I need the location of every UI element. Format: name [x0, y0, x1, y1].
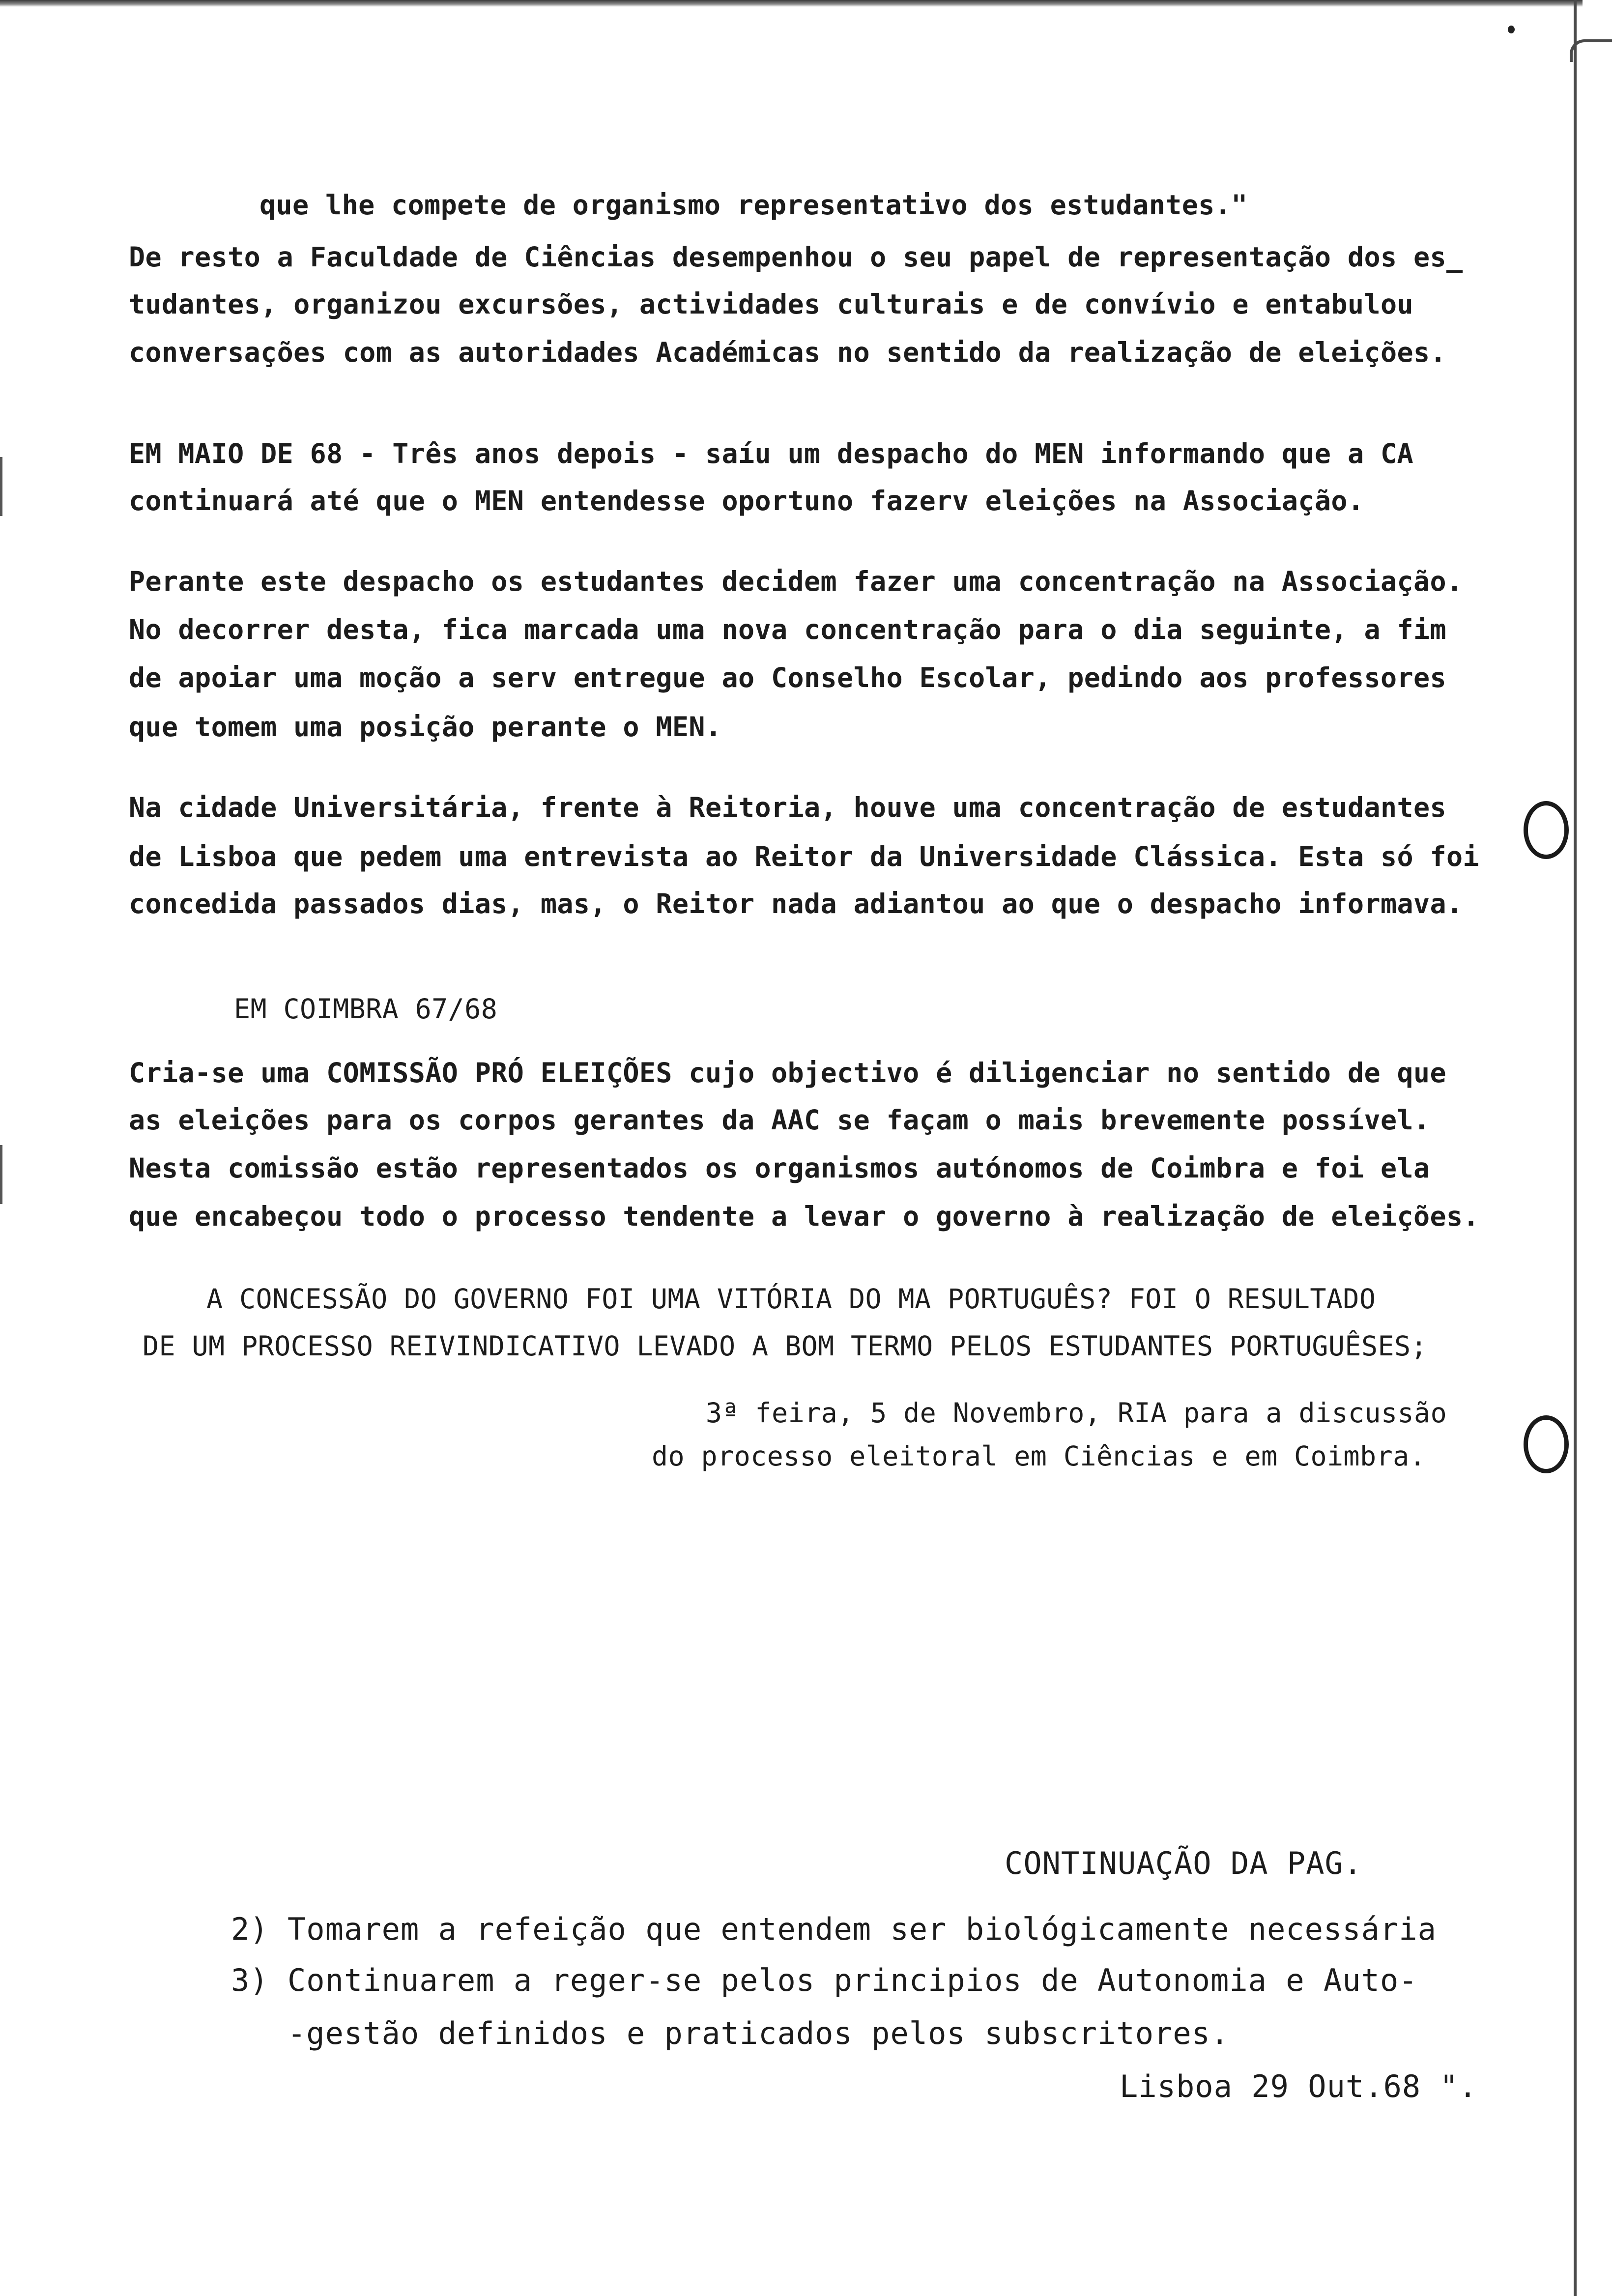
- continuation-line: -gestão definidos e praticados pelos subscritores.: [231, 2015, 1230, 2051]
- text-line: Perante este despacho os estudantes decidem fazer uma concentração na Associação.: [129, 566, 1463, 597]
- scan-edge-mark: [0, 1145, 2, 1204]
- signature-date-line: Lisboa 29 Out.68 ".: [1120, 2068, 1478, 2104]
- text-line: DE UM PROCESSO REIVINDICATIVO LEVADO A BOM TERMO PELOS ESTUDANTES PORTUGUÊSES;: [143, 1330, 1427, 1362]
- page-right-edge-hook: [1570, 39, 1612, 62]
- text-line: de apoiar uma moção a serv entregue ao Conselho Escolar, pedindo aos professores: [129, 662, 1447, 693]
- text-line: do processo eleitoral em Ciências e em Coimbra.: [652, 1440, 1426, 1472]
- text-line: Na cidade Universitária, frente à Reitoria, houve uma concentração de estudantes: [129, 792, 1447, 823]
- page-right-edge: [1574, 0, 1577, 2296]
- punch-hole-upper: [1524, 801, 1569, 859]
- ink-dot: [1508, 26, 1515, 33]
- text-line: tudantes, organizou excursões, actividades culturais e de convívio e entabulou: [129, 288, 1413, 320]
- section-heading-coimbra: EM COIMBRA 67/68: [234, 993, 498, 1025]
- text-line: que tomem uma posição perante o MEN.: [129, 711, 722, 743]
- text-line: 3ª feira, 5 de Novembro, RIA para a discussão: [706, 1397, 1447, 1429]
- text-line: concedida passados dias, mas, o Reitor nada adiantou ao que o despacho informava.: [129, 888, 1463, 919]
- text-line: Cria-se uma COMISSÃO PRÓ ELEIÇÕES cujo objectivo é diligenciar no sentido de que: [129, 1057, 1447, 1089]
- continuation-line: 2) Tomarem a refeição que entendem ser biológicamente necessária: [231, 1911, 1437, 1947]
- page-top-edge: [0, 0, 1583, 7]
- text-line: continuará até que o MEN entendesse oportuno fazerv eleições na Associação.: [129, 485, 1364, 517]
- text-line: que lhe compete de organismo representativo dos estudantes.": [259, 189, 1248, 221]
- text-line: conversações com as autoridades Académicas no sentido da realização de eleições.: [129, 337, 1447, 368]
- text-line: EM MAIO DE 68 - Três anos depois - saíu um despacho do MEN informando que a CA: [129, 438, 1413, 469]
- continuation-heading: CONTINUAÇÃO DA PAG.: [1005, 1845, 1363, 1881]
- scan-edge-mark: [0, 457, 2, 516]
- text-line: De resto a Faculdade de Ciências desempenhou o seu papel de representação dos es_: [129, 241, 1463, 273]
- continuation-line: 3) Continuarem a reger-se pelos principios de Autonomia e Auto-: [231, 1962, 1418, 1998]
- text-line: as eleições para os corpos gerantes da AAC se façam o mais brevemente possível.: [129, 1104, 1430, 1136]
- text-line: que encabeçou todo o processo tendente a levar o governo à realização de eleições.: [129, 1201, 1480, 1232]
- text-line: A CONCESSÃO DO GOVERNO FOI UMA VITÓRIA DO MA PORTUGUÊS? FOI O RESULTADO: [206, 1283, 1376, 1315]
- punch-hole-lower: [1524, 1415, 1569, 1473]
- text-line: Nesta comissão estão representados os organismos autónomos de Coimbra e foi ela: [129, 1152, 1430, 1184]
- text-line: No decorrer desta, fica marcada uma nova concentração para o dia seguinte, a fim: [129, 614, 1447, 645]
- text-line: de Lisboa que pedem uma entrevista ao Reitor da Universidade Clássica. Esta só foi: [129, 841, 1480, 872]
